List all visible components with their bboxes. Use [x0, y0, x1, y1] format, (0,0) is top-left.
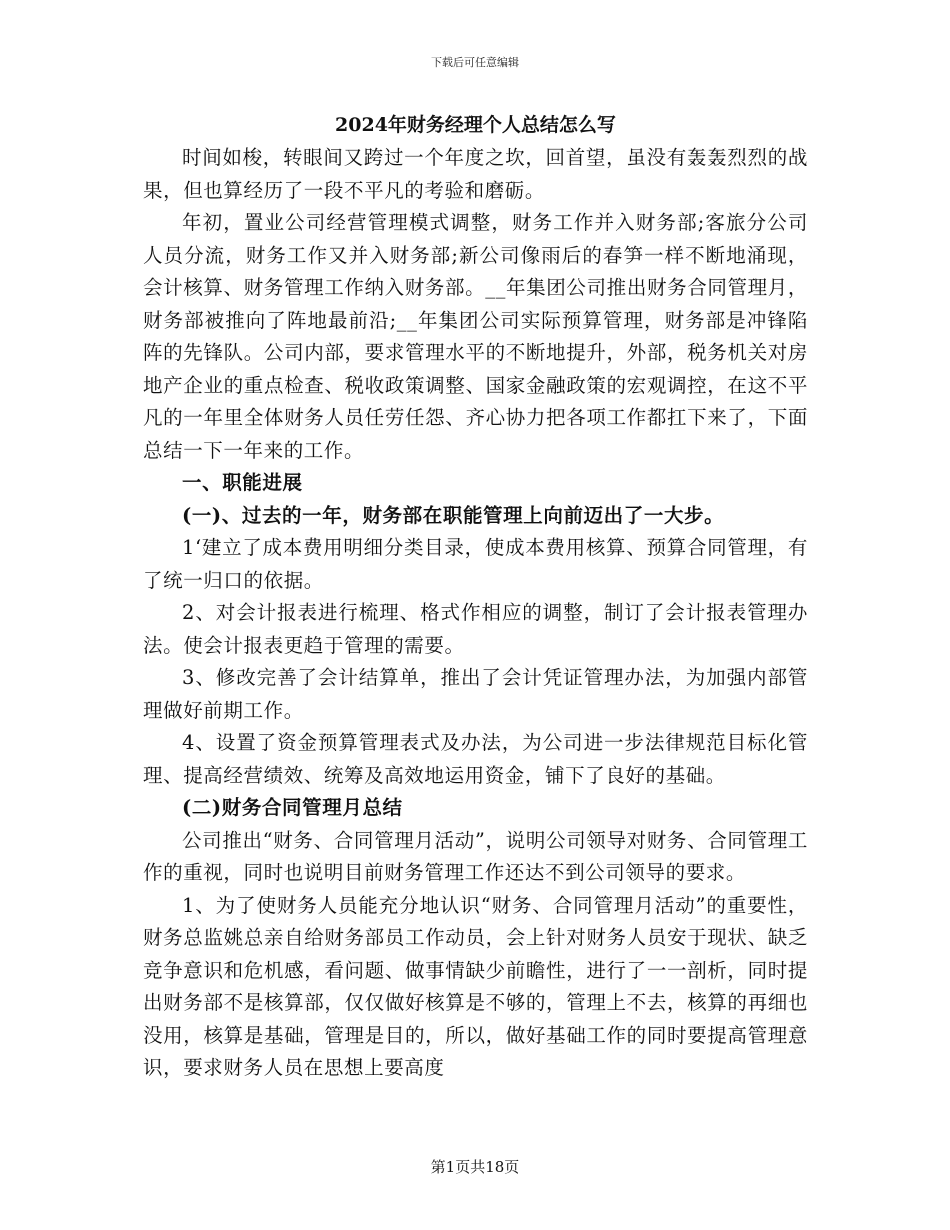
body-paragraph: 公司推出“财务、合同管理月活动”，说明公司领导对财务、合同管理工作的重视，同时也说明目前财务管理工作还达不到公司领导的要求。: [143, 828, 808, 884]
subsection-heading-1: (一)、过去的一年，财务部在职能管理上向前迈出了一大步。: [182, 503, 725, 527]
background-paragraph: 年初，置业公司经营管理模式调整，财务工作并入财务部;客旅分公司人员分流，财务工作又并入财务部;新公司像雨后的春笋一样不断地涌现，会计核算、财务管理工作纳入财务部。__年集团公司推出财务合同管理月，财务部被推向了阵地最前沿;__年集团公司实际预算管理，财务部是冲锋陷阵的先锋队。公司内部，要求管理水平的不断地提升，外部，税务机关对房地产企业的重点检查、税收政策调整、国家金融政策的宏观调控，在这不平凡的一年里全体财务人员任劳任怨、齐心协力把各项工作都扛下来了，下面总结一下一年来的工作。: [143, 211, 808, 462]
list-item: 3、修改完善了会计结算单，推出了会计凭证管理办法，为加强内部管理做好前期工作。: [143, 666, 808, 722]
document-body: [143, 110, 808, 1085]
document-title: 2024年财务经理个人总结怎么写: [335, 114, 616, 136]
section-heading-1: 一、职能进展: [182, 471, 303, 494]
page-number: 第1页共18页: [430, 1158, 520, 1176]
header-note: 下载后可任意编辑: [431, 56, 519, 69]
list-item: 2、对会计报表进行梳理、格式作相应的调整，制订了会计报表管理办法。使会计报表更趋于管理的需要。: [143, 601, 808, 657]
subsection-heading-2: (二)财务合同管理月总结: [182, 796, 403, 819]
intro-paragraph: 时间如梭，转眼间又跨过一个年度之坎，回首望，虽没有轰轰烈烈的战果，但也算经历了一段不平凡的考验和磨砺。: [143, 146, 808, 202]
list-item: 1‘建立了成本费用明细分类目录，使成本费用核算、预算合同管理，有了统一归口的依据。: [143, 536, 808, 592]
body-paragraph: 1、为了使财务人员能充分地认识“财务、合同管理月活动”的重要性，财务总监姚总亲自给财务部员工作动员，会上针对财务人员安于现状、缺乏竞争意识和危机感，看问题、做事情缺少前瞻性，进行了一一剖析，同时提出财务部不是核算部，仅仅做好核算是不够的，管理上不去，核算的再细也没用，核算是基础，管理是目的，所以，做好基础工作的同时要提高管理意识，要求财务人员在思想上要高度: [143, 893, 808, 1079]
list-item: 4、设置了资金预算管理表式及办法，为公司进一步法律规范目标化管理、提高经营绩效、统筹及高效地运用资金，铺下了良好的基础。: [143, 731, 808, 787]
